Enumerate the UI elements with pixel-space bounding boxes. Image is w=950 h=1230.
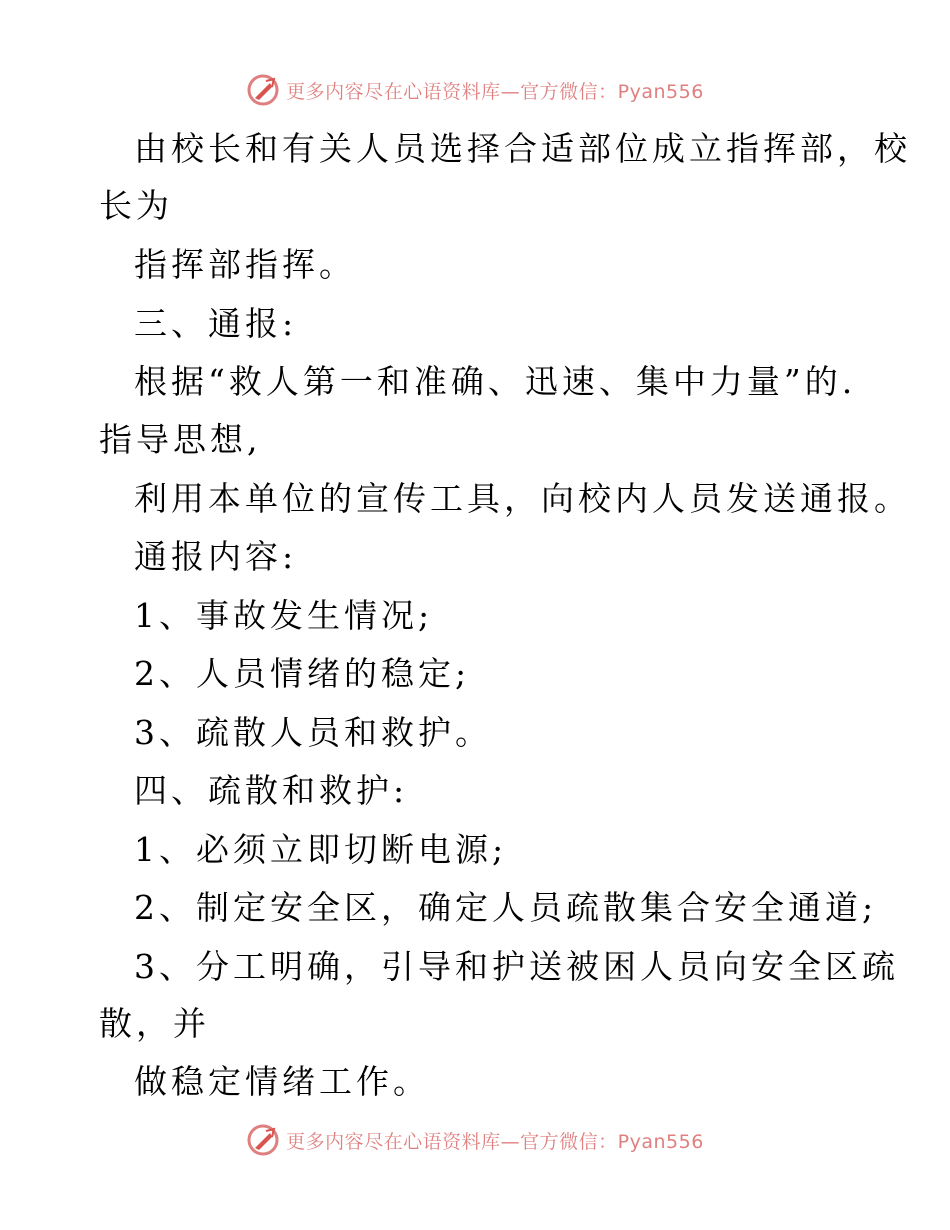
section-heading: 三、通报: (134, 304, 298, 343)
paragraph-line: 长为 (99, 186, 173, 225)
watermark-text: 更多内容尽在心语资料库—官方微信：Pyan556 (286, 80, 704, 103)
list-item: 1、必须立即切断电源; (134, 830, 508, 869)
paragraph-line: 指导思想, (99, 420, 262, 459)
paragraph-line: 指挥部指挥。 (134, 245, 356, 284)
paragraph-line: 由校长和有关人员选择合适部位成立指挥部，校 (134, 129, 911, 168)
section-heading: 四、疏散和救护: (134, 771, 409, 810)
list-item: 2、制定安全区，确定人员疏散集合安全通道; (134, 888, 878, 927)
quill-logo-icon (246, 1123, 280, 1157)
paragraph-line: 通报内容: (134, 537, 298, 576)
list-item: 1、事故发生情况; (134, 596, 434, 635)
watermark-text: 更多内容尽在心语资料库—官方微信：Pyan556 (286, 1130, 704, 1153)
header-watermark (0, 70, 950, 110)
paragraph-line: 利用本单位的宣传工具，向校内人员发送通报。 (134, 479, 911, 518)
quill-logo-icon (246, 73, 280, 107)
list-item: 3、分工明确，引导和护送被困人员向安全区疏 (134, 947, 899, 986)
paragraph-line: 根据“救人第一和准确、迅速、集中力量”的. (134, 362, 857, 401)
footer-watermark (0, 1120, 950, 1160)
paragraph-line: 做稳定情绪工作。 (134, 1062, 430, 1101)
list-item: 3、疏散人员和救护。 (134, 713, 492, 752)
list-item: 2、人员情绪的稳定; (134, 654, 471, 693)
paragraph-line: 散，并 (99, 1004, 210, 1043)
